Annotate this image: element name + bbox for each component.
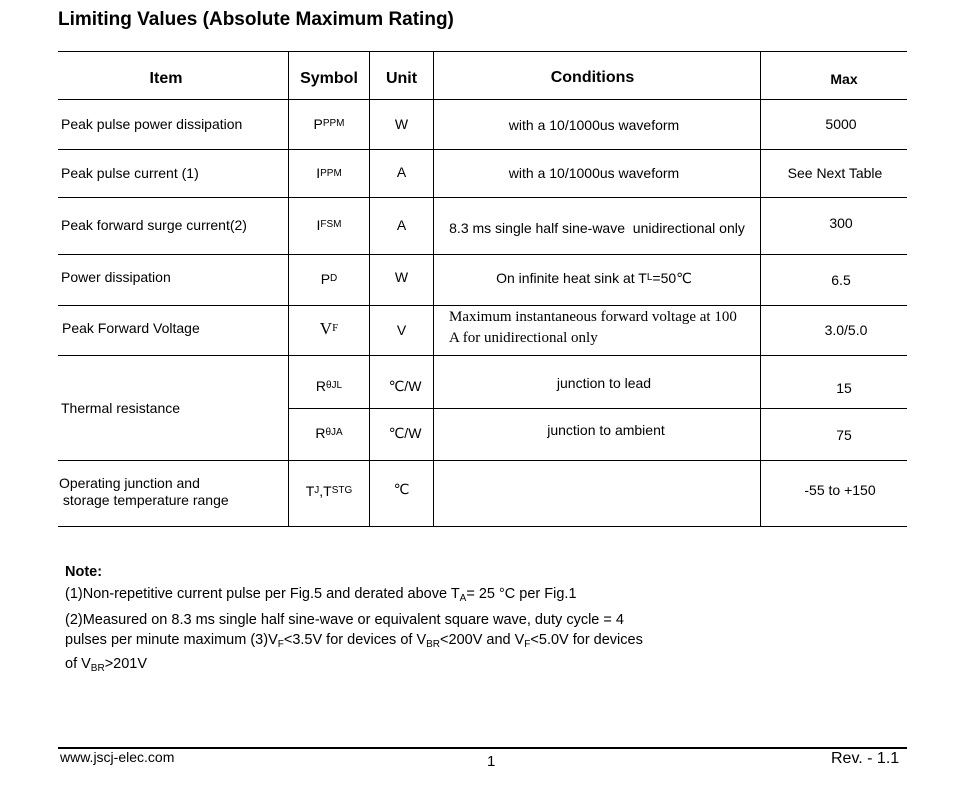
row-symbol: P PPM (313, 115, 345, 132)
row-item: Peak pulse power dissipation (61, 115, 243, 132)
note-line: (2)Measured on 8.3 ms single half sine-wave or equivalent square wave, duty cycle = 4 (65, 612, 624, 628)
row-symbol: R θJL (315, 377, 343, 394)
row-symbol: P D (320, 270, 338, 287)
row-item: Peak forward surge current(2) (61, 216, 247, 233)
footer-url: www.jscj-elec.com (60, 749, 175, 765)
row-item: Power dissipation (61, 268, 171, 285)
col-header-symbol: Symbol (300, 69, 358, 87)
row-max: 15 (836, 379, 852, 396)
row-unit: ℃ (393, 480, 410, 497)
row-conditions: On infinite heat sink at T L =50℃ (496, 269, 692, 286)
col-header-conditions: Conditions (550, 68, 635, 86)
page-number: 1 (487, 753, 496, 770)
conditions-line: Maximum instantaneous forward voltage at 100 (449, 308, 737, 325)
row-max: 3.0/5.0 (824, 321, 868, 338)
row-item: Peak Forward Voltage (62, 319, 200, 336)
conditions-line: A for unidirectional only (449, 329, 598, 346)
row-conditions (434, 461, 760, 521)
row-symbol: T J ,T STG (305, 482, 353, 499)
row-max: 5000 (825, 115, 857, 132)
row-max: 6.5 (831, 271, 851, 288)
row-symbol: I PPM (316, 165, 342, 181)
page-title: Limiting Values (Absolute Maximum Rating) (58, 9, 454, 30)
note-line: (1)Non-repetitive current pulse per Fig.5 and derated above $T_A= 25$ °C per Fig.1 (65, 586, 577, 604)
note-title: Note: (65, 564, 103, 580)
row-max: -55 to +150 (804, 481, 876, 498)
col-header-unit: Unit (385, 69, 418, 87)
footer-divider (58, 747, 907, 749)
row-unit: W (394, 115, 409, 132)
row-conditions (449, 305, 755, 350)
col-header-item: Item (149, 69, 183, 87)
row-conditions: with a 10/1000us waveform (508, 165, 680, 181)
row-unit: A (396, 164, 407, 180)
item-line: storage temperature range (59, 492, 229, 508)
row-unit: ℃/W (388, 377, 422, 394)
note-line: of $V_{BR}>201V$ (65, 656, 148, 674)
revision-label: Rev. - 1.1 (831, 750, 900, 767)
row-symbol: I FSM (316, 216, 342, 233)
col-header-max: Max (830, 70, 858, 87)
row-conditions: with a 10/1000us waveform (508, 116, 680, 133)
row-conditions: junction to lead (556, 374, 652, 391)
row-max: 75 (836, 426, 852, 443)
row-conditions: junction to ambient (547, 421, 665, 438)
row-conditions: 8.3 ms single half sine-wave unidirectional only (449, 219, 745, 236)
row-unit: W (394, 268, 409, 285)
row-max: See Next Table (787, 165, 883, 181)
item-line: Operating junction and (59, 475, 200, 491)
row-item: Peak pulse current (1) (61, 165, 199, 181)
row-unit: ℃/W (388, 424, 422, 441)
note-line: pulses per minute maximum $(3)V_F<3.5V$ for devices of $V_{BR}<200V$ and $V_F<5.0V$ for devices (65, 632, 643, 650)
row-item (59, 461, 287, 523)
row-symbol: V F (319, 318, 339, 338)
row-unit: A (396, 216, 407, 233)
row-symbol: R θJA (315, 424, 343, 441)
row-max: 300 (829, 214, 853, 231)
row-unit: V (396, 321, 407, 338)
row-item: Thermal resistance (61, 399, 181, 416)
